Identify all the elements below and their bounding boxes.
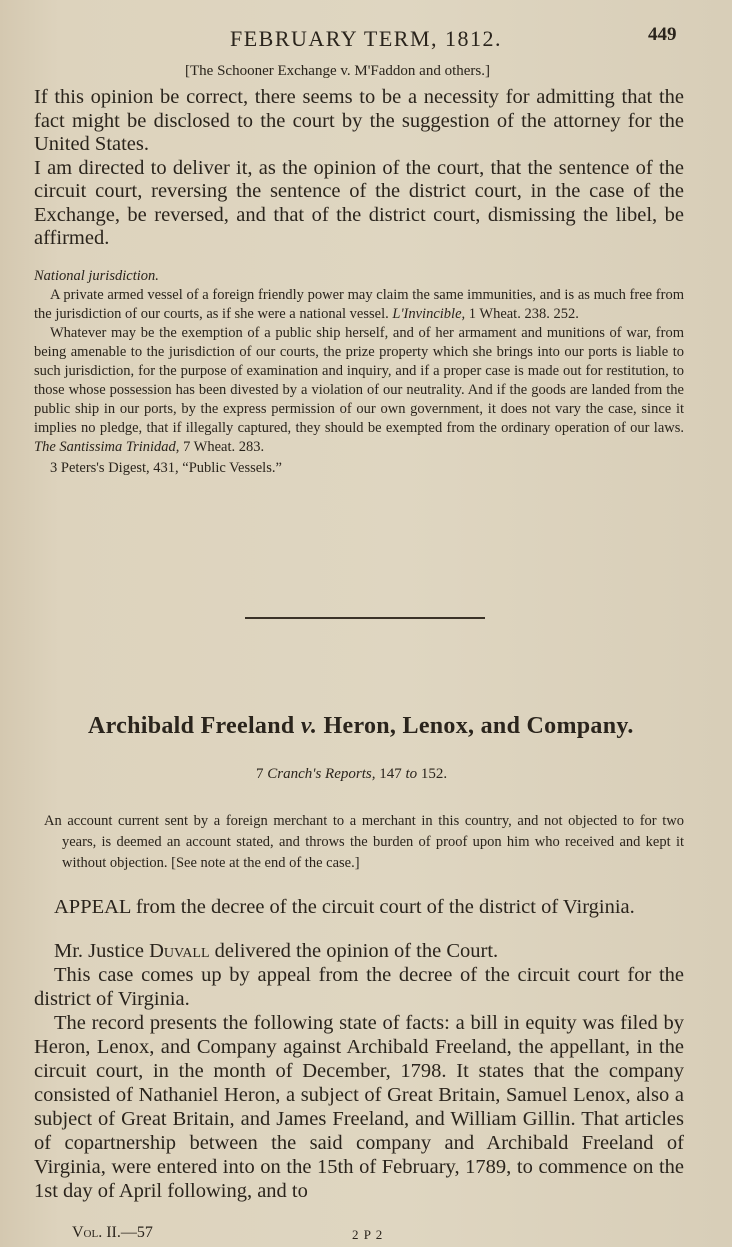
- page-number: 449: [648, 24, 677, 45]
- opinion-paragraph: If this opinion be correct, there seems to be a necessity for admitting that the fact might be disclosed to the court by the suggestion of the attorney for the United States.: [34, 86, 684, 155]
- case-name: The Santissima Trinidad,: [34, 439, 180, 455]
- running-header-title: FEBRUARY TERM, 1812.: [230, 26, 503, 51]
- signature-mark: 2 P 2: [352, 1227, 384, 1242]
- headnote-text: An account current sent by a foreign merchant to a merchant in this country, and not objected to for two years, is deemed an account stated, and throws the burden of proof upon him who received and kept it without objection. [See note at the end of the case.]: [44, 813, 684, 871]
- notes-heading: National jurisdiction.: [34, 268, 159, 284]
- headnote: [44, 811, 684, 874]
- opinion-conclusion: [34, 86, 684, 251]
- note-paragraph: A private armed vessel of a foreign friendly power may claim the same immunities, and is as much free from the jurisdiction of our courts, as if she were a national vessel. L'Invincible, 1 Wheat. 238. 252.: [34, 287, 684, 322]
- delivered-line: Mr. Justice Duvall delivered the opinion of the Court.: [54, 940, 499, 962]
- case-citation: 7 Cranch's Reports, 147 to 152.: [256, 766, 448, 782]
- note-paragraph: Whatever may be the exemption of a public ship herself, and of her armament and munitions of war, from being amenable to the jurisdiction of our courts, the prize property which she brings into our ports is liable to such jurisdiction, for the purpose of examination and inquiry, and if a proper case is made out for restitution, to those whose possession has been divested by a violation of our neutrality. And if the goods are landed from the public ship in our ports, by the express permission of our own government, it does not vary the case, since it implies no pledge, that if illegally captured, they should be exempted from the ordinary operation of our laws. The Santissima Trinidad, 7 Wheat. 283.: [34, 325, 684, 455]
- section-divider: [245, 617, 485, 619]
- opinion-paragraph: I am directed to deliver it, as the opinion of the court, that the sentence of the circuit court, reversing the sentence of the district court, in the case of the Exchange, be reversed, and that of the district court, dismissing the libel, be affirmed.: [34, 156, 684, 249]
- case-body: [34, 895, 684, 1203]
- appeal-statement: APPEAL from the decree of the circuit court of the district of Virginia.: [54, 896, 635, 918]
- justice-name: Duvall: [149, 940, 210, 962]
- reporter-notes: [34, 267, 684, 478]
- opinion-paragraph: This case comes up by appeal from the decree of the circuit court for the district of Virginia.: [34, 964, 684, 1010]
- case-name: L'Invincible,: [392, 306, 466, 322]
- opinion-paragraph: The record presents the following state of facts: a bill in equity was filed by Heron, Lenox, and Company against Archibald Freeland, the appellant, in the circuit court, in the month of December, 1798. It states that the company consisted of Nathaniel Heron, a subject of Great Britain, Samuel Lenox, also a subject of Great Britain, and James Freeland, and William Gillin. That articles of copartnership between the said company and Archibald Freeland of Virginia, were entered into on the 15th of February, 1789, to commence on the 1st day of April following, and to: [34, 1012, 684, 1202]
- volume-marker: Vol. II.—57: [72, 1224, 153, 1241]
- case-title: Archibald Freeland v. Heron, Lenox, and Company.: [88, 713, 634, 739]
- digest-reference: 3 Peters's Digest, 431, “Public Vessels.”: [50, 460, 282, 476]
- running-head-case: [The Schooner Exchange v. M'Faddon and others.]: [185, 63, 490, 79]
